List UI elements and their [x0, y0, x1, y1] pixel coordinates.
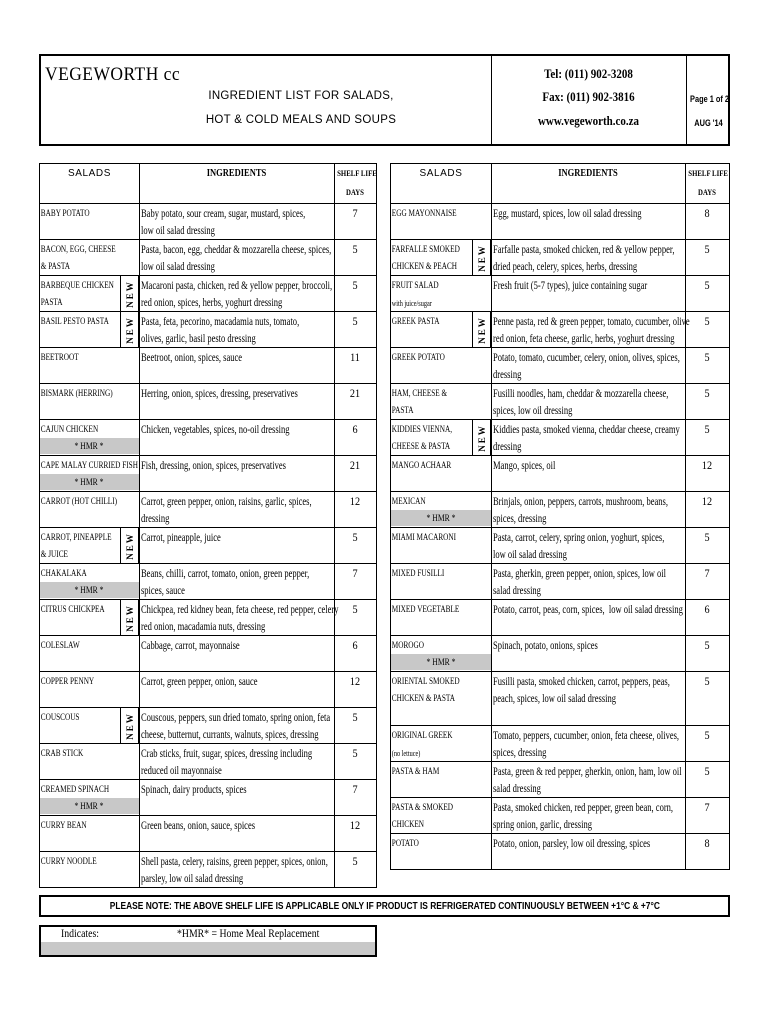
salads-table-left — [39, 163, 377, 888]
salad-name-line: CARROT (HOT CHILLI) — [40, 497, 118, 507]
table-row — [40, 708, 376, 744]
table-row — [40, 276, 376, 312]
shelf-life-days: 5 — [704, 242, 710, 256]
table-row — [391, 240, 729, 276]
salad-name — [391, 242, 460, 276]
shelf-life-days: 5 — [704, 674, 710, 688]
table-row — [40, 780, 376, 816]
shelf-life-days: 7 — [704, 800, 710, 814]
ingredients-text: Baby potato, sour cream, sugar, mustard, spices, low oil salad dressing — [141, 208, 306, 238]
ingredients-text: Tomato, peppers, cucumber, onion, feta cheese, olives, spices, dressing — [493, 730, 680, 760]
table-row — [391, 456, 729, 492]
shelf-life-notice — [39, 895, 730, 917]
ingredients-text: Pasta, gherkin, green pepper, onion, spices, low oil salad dressing — [493, 568, 666, 598]
salad-name — [40, 818, 87, 835]
salad-name-line: PASTA & HAM — [391, 767, 440, 777]
shelf-life-days: 6 — [352, 638, 358, 652]
new-badge-label: NEW — [124, 603, 135, 632]
salad-name — [391, 278, 439, 312]
salad-name-line: MIXED FUSILLI — [391, 569, 445, 579]
notice-text: PLEASE NOTE: THE ABOVE SHELF LIFE IS APPLICABLE ONLY IF PRODUCT IS REFRIGERATED CONTINUOUSLY BETWEEN +1°C & +7°C — [109, 900, 660, 912]
salad-name — [40, 242, 116, 276]
ingredients-text: Mango, spices, oil — [493, 460, 556, 472]
table-row — [40, 744, 376, 780]
new-badge-label: NEW — [124, 279, 135, 308]
salad-name — [40, 566, 87, 583]
salad-name-line: COLESLAW — [40, 641, 80, 651]
ingredients-text: Pasta, carrot, celery, spring onion, yoghurt, spices, low oil salad dressing — [493, 532, 665, 562]
hmr-badge — [391, 510, 491, 526]
table-row — [391, 726, 729, 762]
salad-name — [391, 800, 453, 834]
salad-name-line: GREEK POTATO — [391, 353, 445, 363]
header-divider — [686, 56, 687, 144]
salad-name-line: PASTA — [391, 406, 414, 416]
shelf-life-days: 5 — [352, 854, 358, 868]
salad-name-line: PASTA & SMOKED — [391, 803, 453, 813]
ingredients-text: Beans, chilli, carrot, tomato, onion, green pepper, spices, sauce — [141, 568, 310, 598]
salad-name — [40, 530, 112, 564]
column-shelf-life: SHELF LIFE — [688, 169, 728, 178]
shelf-life-days: 5 — [352, 530, 358, 544]
salad-name-line: MIXED VEGETABLE — [391, 605, 460, 615]
salad-name-line: (no lettuce) — [391, 749, 421, 758]
salad-name — [391, 206, 457, 223]
salad-name — [40, 458, 138, 475]
shelf-life-days: 5 — [352, 278, 358, 292]
table-row — [40, 204, 376, 240]
company-name: VEGEWORTH cc — [45, 64, 181, 85]
legend-row — [41, 927, 375, 942]
new-badge-label: NEW — [124, 315, 135, 344]
new-badge — [120, 276, 139, 311]
new-badge — [120, 312, 139, 347]
new-badge — [120, 600, 139, 635]
shelf-life-days: 7 — [352, 206, 358, 220]
column-salads: SALADS — [419, 168, 463, 179]
ingredients-text: Farfalle pasta, smoked chicken, red & yellow pepper, dried peach, celery, spices, herbs, dressing — [493, 244, 675, 274]
header-divider — [491, 56, 492, 144]
new-badge-label: NEW — [476, 243, 487, 272]
new-badge — [120, 708, 139, 743]
table-row — [40, 672, 376, 708]
salad-name — [40, 854, 97, 871]
ingredients-text: Potato, onion, parsley, low oil dressing, spices — [493, 838, 651, 850]
salad-name — [391, 458, 451, 475]
salad-name — [40, 674, 94, 691]
shelf-life-days: 12 — [349, 674, 361, 688]
salad-name-line: BABY POTATO — [40, 209, 90, 219]
table-row — [391, 564, 729, 600]
shelf-life-days: 12 — [701, 494, 713, 508]
salad-name-line: with juice/sugar — [391, 299, 432, 308]
shelf-life-days: 21 — [349, 386, 361, 400]
salad-name — [40, 494, 117, 511]
salad-name — [40, 206, 90, 223]
salad-name — [40, 278, 114, 312]
new-badge-label: NEW — [124, 711, 135, 740]
salad-name — [40, 422, 98, 439]
salad-name-line: MIAMI MACARONI — [391, 533, 457, 543]
salad-name-line: BASIL PESTO PASTA — [40, 317, 109, 327]
shelf-life-days: 6 — [352, 422, 358, 436]
salad-name-line: ORIENTAL SMOKED — [391, 677, 460, 687]
ingredients-text: Penne pasta, red & green pepper, tomato, cucumber, olive red onion, feta cheese, garlic, herbs, yoghurt dressing — [493, 316, 690, 346]
salad-name-line: CAPE MALAY CURRIED FISH — [40, 461, 138, 471]
shelf-life-days: 12 — [701, 458, 713, 472]
salad-name-line: FARFALLE SMOKED — [391, 245, 460, 255]
ingredients-text: Green beans, onion, sauce, spices — [141, 820, 256, 832]
salad-name-line: ORIGINAL GREEK — [391, 731, 453, 741]
table-row — [391, 762, 729, 798]
salad-name-line: CARROT, PINEAPPLE — [40, 533, 112, 543]
salad-name — [40, 602, 105, 619]
fax: Fax: (011) 902-3816 — [542, 90, 635, 104]
table-row — [40, 636, 376, 672]
column-shelf-life: SHELF LIFE — [337, 169, 377, 178]
shelf-life-days: 7 — [704, 566, 710, 580]
ingredients-text: Fresh fruit (5-7 types), juice containing sugar — [493, 280, 648, 292]
salad-name — [40, 782, 109, 799]
salad-name-line: POTATO — [391, 839, 419, 849]
table-row — [391, 600, 729, 636]
ingredients-text: Macaroni pasta, chicken, red & yellow pepper, broccoli, red onion, spices, herbs, yoghurt dressing — [141, 280, 333, 310]
salad-name — [40, 710, 79, 727]
salad-name-line: MEXICAN — [391, 497, 426, 507]
salad-name-line: CHICKEN & PASTA — [391, 694, 456, 704]
hmr-badge-label: * HMR * — [75, 801, 104, 811]
column-ingredients: INGREDIENTS — [558, 168, 618, 179]
salad-name-line: CITRUS CHICKPEA — [40, 605, 105, 615]
table-header — [391, 164, 729, 204]
table-row — [40, 420, 376, 456]
table-row — [40, 852, 376, 888]
new-badge — [472, 240, 491, 275]
ingredients-text: Couscous, peppers, sun dried tomato, spring onion, feta cheese, butternut, currants, walnuts, spices, dressing — [141, 712, 331, 742]
ingredients-text: Beetroot, onion, spices, sauce — [141, 352, 243, 364]
shelf-life-days: 5 — [704, 764, 710, 778]
website-link[interactable]: www.vegeworth.co.za — [537, 114, 640, 128]
salad-name-line: KIDDIES VIENNA, — [391, 425, 453, 435]
shelf-life-days: 5 — [352, 710, 358, 724]
salad-name-line: CAJUN CHICKEN — [40, 425, 99, 435]
hmr-badge — [391, 654, 491, 670]
salad-name-line: CURRY NOODLE — [40, 857, 97, 867]
ingredients-text: Pasta, feta, pecorino, macadamia nuts, tomato, olives, garlic, basil pesto dressing — [141, 316, 300, 346]
salad-name-line: & PASTA — [40, 262, 70, 272]
document-title-line1: INGREDIENT LIST FOR SALADS, — [208, 90, 394, 102]
shelf-life-days: 8 — [704, 206, 710, 220]
salad-name-line: CHAKALAKA — [40, 569, 87, 579]
ingredients-text: Pasta, green & red pepper, gherkin, onion, ham, low oil salad dressing — [493, 766, 682, 796]
ingredients-text: Fusilli pasta, smoked chicken, carrot, peppers, peas, peach, spices, low oil salad dressing — [493, 676, 670, 706]
table-row — [391, 636, 729, 672]
table-row — [391, 528, 729, 564]
salad-name-line: CHICKEN — [391, 820, 425, 830]
salad-name-line: PASTA — [40, 298, 63, 308]
table-row — [391, 492, 729, 528]
ingredients-text: Carrot, green pepper, onion, sauce — [141, 676, 258, 688]
salad-name — [391, 422, 452, 456]
shelf-life-days: 5 — [704, 386, 710, 400]
ingredients-text: Cabbage, carrot, mayonnaise — [141, 640, 240, 652]
salad-name — [391, 386, 447, 420]
ingredients-text: Carrot, pineapple, juice — [141, 532, 221, 544]
ingredients-text: Crab sticks, fruit, sugar, spices, dressing including reduced oil mayonnaise — [141, 748, 313, 778]
shelf-life-days: 6 — [704, 602, 710, 616]
table-row — [391, 420, 729, 456]
shelf-life-days: 5 — [704, 422, 710, 436]
ingredients-text: Spinach, potato, onions, spices — [493, 640, 598, 652]
salad-name — [391, 494, 426, 511]
salad-name-line: EGG MAYONNAISE — [391, 209, 457, 219]
ingredients-text: Fish, dressing, onion, spices, preservatives — [141, 460, 287, 472]
column-salads: SALADS — [67, 168, 112, 179]
salad-name — [391, 836, 419, 853]
salads-table-right — [390, 163, 730, 870]
salad-name-line: CHICKEN & PEACH — [391, 262, 458, 272]
ingredients-text: Chicken, vegetables, spices, no-oil dressing — [141, 424, 290, 436]
hmr-badge — [40, 582, 139, 598]
salad-name — [391, 530, 456, 547]
shelf-life-days: 5 — [352, 314, 358, 328]
ingredients-text: Fusilli noodles, ham, cheddar & mozzarella cheese, spices, low oil dressing — [493, 388, 669, 418]
salad-name — [391, 566, 444, 583]
shelf-life-days: 5 — [704, 530, 710, 544]
ingredients-text: Potato, carrot, peas, corn, spices, low oil salad dressing — [493, 604, 683, 616]
salad-name-line: CRAB STICK — [40, 749, 84, 759]
hmr-badge-label: * HMR * — [75, 477, 104, 487]
table-row — [40, 456, 376, 492]
column-shelf-life-days: DAYS — [698, 188, 716, 197]
hmr-badge — [40, 438, 139, 454]
shelf-life-days: 5 — [704, 350, 710, 364]
table-row — [391, 834, 729, 870]
shelf-life-days: 5 — [704, 314, 710, 328]
document-title-line2: HOT & COLD MEALS AND SOUPS — [205, 114, 397, 126]
table-row — [391, 672, 729, 726]
hmr-shade-swatch — [41, 942, 375, 955]
table-row — [40, 492, 376, 528]
ingredients-text: Pasta, bacon, egg, cheddar & mozzarella cheese, spices, low oil salad dressing — [141, 244, 332, 274]
shelf-life-days: 5 — [352, 746, 358, 760]
salad-name — [391, 602, 459, 619]
table-row — [40, 312, 376, 348]
salad-name-line: CURRY BEAN — [40, 821, 87, 831]
salad-name — [40, 638, 80, 655]
legend-definition: *HMR* = Home Meal Replacement — [177, 928, 320, 940]
table-row — [40, 600, 376, 636]
salad-name-line: BACON, EGG, CHEESE — [40, 245, 116, 255]
salad-name-line: BISMARK (HERRING) — [40, 389, 113, 399]
salad-name-line: & JUICE — [40, 550, 68, 560]
ingredients-text: Chickpea, red kidney bean, feta cheese, red pepper, celery red onion, macadamia nuts, dressing — [141, 604, 339, 634]
salad-name — [391, 674, 460, 708]
salad-name — [391, 728, 453, 762]
table-row — [40, 240, 376, 276]
table-row — [40, 384, 376, 420]
hmr-badge-label: * HMR * — [75, 441, 104, 451]
shelf-life-days: 5 — [704, 638, 710, 652]
shelf-life-days: 7 — [352, 782, 358, 796]
salad-name-line: CHEESE & PASTA — [391, 442, 451, 452]
table-row — [391, 204, 729, 240]
new-badge-label: NEW — [476, 315, 487, 344]
table-row — [40, 348, 376, 384]
salad-name-line: COUSCOUS — [40, 713, 80, 723]
table-row — [391, 276, 729, 312]
shelf-life-days: 12 — [349, 494, 361, 508]
table-row — [40, 528, 376, 564]
shelf-life-days: 5 — [352, 602, 358, 616]
ingredients-text: Herring, onion, spices, dressing, preservatives — [141, 388, 298, 400]
shelf-life-days: 21 — [349, 458, 361, 472]
column-shelf-life-days: DAYS — [346, 188, 364, 197]
new-badge — [120, 528, 139, 563]
column-ingredients: INGREDIENTS — [206, 168, 267, 179]
new-badge-label: NEW — [124, 531, 135, 560]
table-row — [391, 384, 729, 420]
hmr-badge — [40, 474, 139, 490]
table-row — [40, 816, 376, 852]
salad-name — [391, 764, 439, 781]
table-row — [40, 564, 376, 600]
shelf-life-days: 5 — [704, 728, 710, 742]
ingredients-text: Spinach, dairy products, spices — [141, 784, 247, 796]
salad-name-line: BARBEQUE CHICKEN — [40, 281, 114, 291]
hmr-badge-label: * HMR * — [426, 657, 456, 667]
salad-name-line: MANGO ACHAAR — [391, 461, 452, 471]
ingredients-text: Carrot, green pepper, onion, raisins, garlic, spices, dressing — [141, 496, 312, 526]
revision-date: AUG '14 — [694, 118, 723, 128]
ingredients-text: Kiddies pasta, smoked vienna, cheddar cheese, creamy dressing — [493, 424, 680, 454]
shelf-life-days: 12 — [349, 818, 361, 832]
new-badge — [472, 420, 491, 455]
legend-indicates: Indicates: — [61, 928, 99, 940]
salad-name — [391, 350, 445, 367]
table-row — [391, 312, 729, 348]
ingredients-text: Egg, mustard, spices, low oil salad dressing — [493, 208, 642, 220]
ingredients-text: Brinjals, onion, peppers, carrots, mushroom, beans, spices, dressing — [493, 496, 668, 526]
hmr-badge-label: * HMR * — [426, 513, 456, 523]
telephone: Tel: (011) 902-3208 — [544, 67, 633, 81]
document-header — [39, 54, 730, 146]
page-number: Page 1 of 2 — [690, 94, 730, 104]
new-badge-label: NEW — [476, 423, 487, 452]
legend-box — [39, 925, 377, 957]
salad-name-line: FRUIT SALAD — [391, 281, 439, 291]
shelf-life-days: 7 — [352, 566, 358, 580]
salad-name — [40, 746, 83, 763]
ingredients-text: Pasta, smoked chicken, red pepper, green bean, corn, spring onion, garlic, dressing — [493, 802, 674, 832]
new-badge — [472, 312, 491, 347]
table-row — [391, 348, 729, 384]
salad-name — [40, 350, 79, 367]
hmr-badge — [40, 798, 139, 814]
shelf-life-days: 5 — [704, 278, 710, 292]
salad-name — [391, 638, 424, 655]
table-row — [391, 798, 729, 834]
ingredients-text: Shell pasta, celery, raisins, green pepper, spices, onion, parsley, low oil salad dressing — [141, 856, 328, 886]
table-header — [40, 164, 376, 204]
salad-name-line: GREEK PASTA — [391, 317, 440, 327]
salad-name-line: COPPER PENNY — [40, 677, 95, 687]
salad-name-line: MOROGO — [391, 641, 425, 651]
shelf-life-days: 5 — [352, 242, 358, 256]
shelf-life-days: 8 — [704, 836, 710, 850]
salad-name-line: CREAMED SPINACH — [40, 785, 110, 795]
ingredients-text: Potato, tomato, cucumber, celery, onion, olives, spices, dressing — [493, 352, 680, 382]
salad-name-line: HAM, CHEESE & — [391, 389, 448, 399]
salad-name — [40, 314, 109, 331]
hmr-badge-label: * HMR * — [75, 585, 104, 595]
salad-name-line: BEETROOT — [40, 353, 79, 363]
salad-name — [391, 314, 439, 331]
shelf-life-days: 11 — [350, 350, 360, 364]
salad-name — [40, 386, 113, 403]
